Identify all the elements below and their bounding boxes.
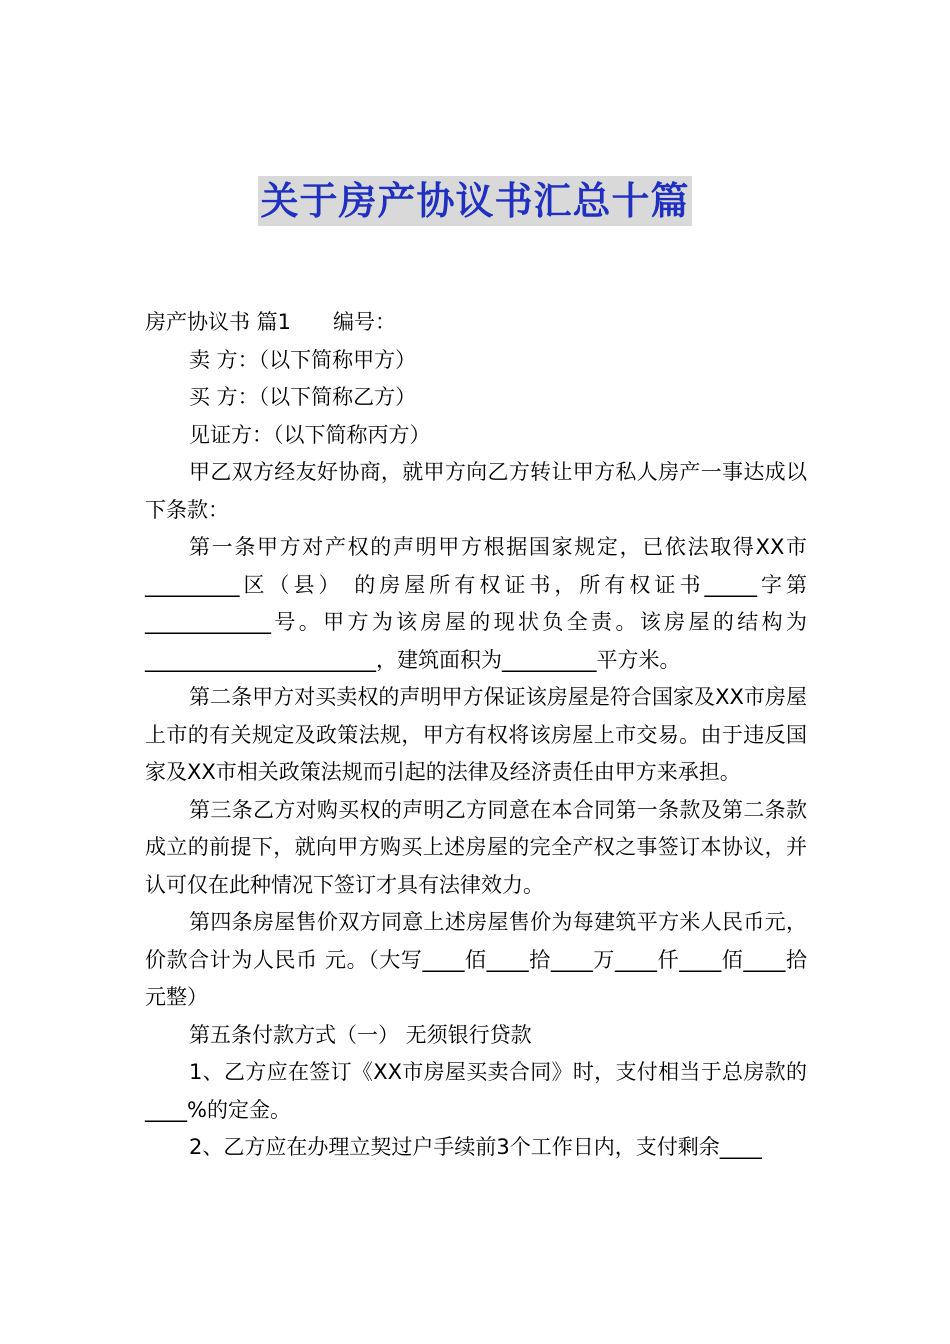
- paragraph-intro: 甲乙双方经友好协商，就甲方向乙方转让甲方私人房产一事达成以下条款：: [145, 460, 807, 522]
- paragraph-article-4: 第四条房屋售价双方同意上述房屋售价为每建筑平方米人民币元，价款合计为人民币 元。（大写____佰____拾____万____仟____佰____拾元整）: [145, 910, 807, 1009]
- paragraph-clause-1: 1、乙方应在签订《XX市房屋买卖合同》时，支付相当于总房款的____%的定金。: [145, 1060, 807, 1122]
- title-container: [0, 176, 950, 226]
- document-body: [145, 304, 807, 1167]
- paragraph-article-1: 第一条甲方对产权的声明甲方根据国家规定，已依法取得XX市_________区（县） 的房屋所有权证书，所有权证书_____字第____________号。甲方为该房屋的现状负全责。该房屋的结构为 ______________________，建筑面积为_________平方米。: [145, 535, 807, 672]
- document-title: 关于房产协议书汇总十篇: [258, 176, 691, 226]
- paragraph-article-2: 第二条甲方对买卖权的声明甲方保证该房屋是符合国家及XX市房屋上市的有关规定及政策法规，甲方有权将该房屋上市交易。由于违反国家及XX市相关政策法规而引起的法律及经济责任由甲方来承担。: [145, 685, 807, 784]
- paragraph-article-5: 第五条付款方式（一） 无须银行贷款: [189, 1022, 532, 1047]
- section-heading: 房产协议书 篇1 编号：: [145, 310, 397, 334]
- paragraph-buyer: 买 方：（以下简称乙方）: [189, 385, 417, 409]
- paragraph-seller: 卖 方：（以下简称甲方）: [189, 347, 417, 372]
- paragraph-clause-2: 2、乙方应在办理立契过户手续前3个工作日内，支付剩余____: [189, 1135, 762, 1159]
- paragraph-witness: 见证方：（以下简称丙方）: [189, 422, 431, 447]
- paragraph-article-3: 第三条乙方对购买权的声明乙方同意在本合同第一条款及第二条款成立的前提下，就向甲方购买上述房屋的完全产权之事签订本协议，并认可仅在此种情况下签订才具有法律效力。: [145, 797, 807, 897]
